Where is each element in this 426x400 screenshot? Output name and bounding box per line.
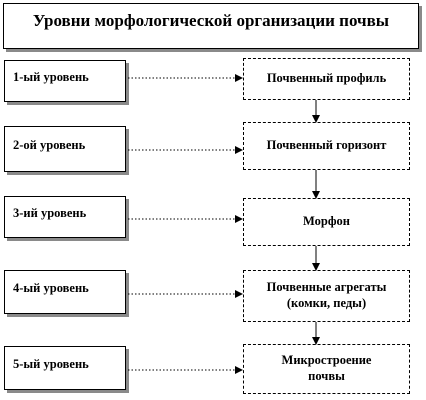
level-1-box: 1-ый уровень xyxy=(4,60,126,102)
node-soil-profile: Почвенный профиль xyxy=(243,58,410,100)
node-morphon: Морфон xyxy=(243,198,410,246)
level-3-box: 3-ий уровень xyxy=(4,196,126,238)
level-4-box: 4-ый уровень xyxy=(4,270,126,314)
node-soil-aggregates: Почвенные агрегаты (комки, педы) xyxy=(243,270,410,322)
level-5-box: 5-ый уровень xyxy=(4,346,126,390)
level-2-box: 2-ой уровень xyxy=(4,126,126,172)
node-microstructure: Микростроение почвы xyxy=(243,344,410,394)
node-soil-horizon: Почвенный горизонт xyxy=(243,122,410,170)
diagram-title: Уровни морфологической организации почвы xyxy=(3,3,419,49)
